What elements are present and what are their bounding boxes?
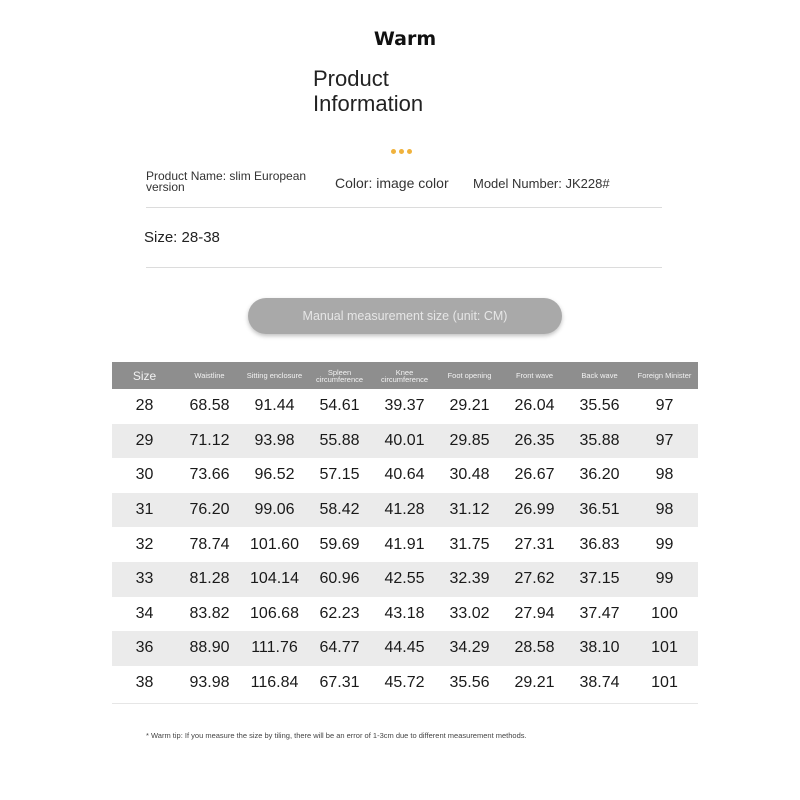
table-row bbox=[112, 527, 698, 562]
table-cell: 30 bbox=[135, 466, 154, 484]
table-row bbox=[112, 389, 698, 424]
product-name: Product Name: slim European version bbox=[146, 169, 307, 194]
divider bbox=[112, 703, 698, 704]
divider bbox=[146, 267, 662, 268]
table-cell: 26.35 bbox=[514, 431, 555, 449]
table-cell: 78.74 bbox=[189, 535, 230, 553]
table-cell: 37.15 bbox=[579, 570, 620, 588]
table-cell: 81.28 bbox=[189, 570, 230, 588]
warm-tip: * Warm tip: If you measure the size by tiling, there will be an error of 1-3cm due to different measurement methods. bbox=[146, 731, 527, 740]
table-cell: 40.01 bbox=[384, 431, 425, 449]
table-cell: 55.88 bbox=[319, 431, 360, 449]
table-cell: 29.85 bbox=[449, 431, 490, 449]
table-cell: 41.28 bbox=[384, 501, 425, 519]
table-cell: 97 bbox=[655, 397, 674, 415]
table-cell: 27.62 bbox=[514, 570, 555, 588]
table-row bbox=[112, 424, 698, 459]
table-cell: 35.56 bbox=[579, 397, 620, 415]
table-cell: 57.15 bbox=[319, 466, 360, 484]
table-cell: 97 bbox=[655, 431, 674, 449]
table-cell: 101 bbox=[651, 639, 678, 657]
model-number: Model Number: JK228# bbox=[473, 176, 610, 191]
table-cell: 91.44 bbox=[254, 397, 295, 415]
table-cell: 59.69 bbox=[319, 535, 360, 553]
decorative-dots bbox=[391, 141, 415, 147]
measurement-unit-button[interactable]: Manual measurement size (unit: CM) bbox=[248, 298, 562, 334]
table-row bbox=[112, 597, 698, 632]
table-cell: 28 bbox=[135, 397, 154, 415]
table-cell: 27.94 bbox=[514, 604, 555, 622]
table-cell: 38.10 bbox=[579, 639, 620, 657]
table-cell: 35.88 bbox=[579, 431, 620, 449]
table-cell: 36.83 bbox=[579, 535, 620, 553]
table-cell: 116.84 bbox=[250, 674, 299, 692]
table-cell: 26.67 bbox=[514, 466, 555, 484]
size-range: Size: 28-38 bbox=[144, 229, 220, 246]
table-cell: 39.37 bbox=[384, 397, 425, 415]
column-header: Knee circumference bbox=[380, 367, 429, 384]
table-cell: 31.12 bbox=[449, 501, 490, 519]
table-cell: 38.74 bbox=[579, 674, 620, 692]
table-cell: 64.77 bbox=[319, 639, 360, 657]
table-cell: 34.29 bbox=[449, 639, 490, 657]
table-cell: 101.60 bbox=[250, 535, 299, 553]
table-cell: 100 bbox=[651, 604, 678, 622]
table-row bbox=[112, 458, 698, 493]
table-cell: 26.99 bbox=[514, 501, 555, 519]
table-cell: 58.42 bbox=[319, 501, 360, 519]
table-header bbox=[112, 362, 698, 389]
table-cell: 71.12 bbox=[189, 431, 230, 449]
table-cell: 36 bbox=[135, 639, 154, 657]
table-row bbox=[112, 666, 698, 701]
table-row bbox=[112, 493, 698, 528]
table-cell: 40.64 bbox=[384, 466, 425, 484]
table-cell: 43.18 bbox=[384, 604, 425, 622]
dot-icon bbox=[391, 149, 396, 154]
brand-title: Warm bbox=[373, 28, 437, 50]
size-table bbox=[112, 362, 698, 704]
page-title: Product Information bbox=[313, 66, 424, 116]
table-cell: 83.82 bbox=[189, 604, 230, 622]
column-header: Waistline bbox=[194, 371, 225, 380]
dot-icon bbox=[407, 149, 412, 154]
column-header: Size bbox=[132, 368, 157, 383]
table-row bbox=[112, 631, 698, 666]
table-cell: 28.58 bbox=[514, 639, 555, 657]
product-color: Color: image color bbox=[335, 175, 449, 191]
table-cell: 26.04 bbox=[514, 397, 555, 415]
table-row bbox=[112, 562, 698, 597]
table-cell: 35.56 bbox=[449, 674, 490, 692]
column-header: Back wave bbox=[581, 371, 618, 380]
table-cell: 32.39 bbox=[449, 570, 490, 588]
divider bbox=[146, 207, 662, 208]
table-cell: 101 bbox=[651, 674, 678, 692]
table-cell: 99.06 bbox=[254, 501, 295, 519]
table-cell: 106.68 bbox=[250, 604, 299, 622]
table-cell: 98 bbox=[655, 501, 674, 519]
table-cell: 45.72 bbox=[384, 674, 425, 692]
column-header: Foot opening bbox=[447, 371, 492, 380]
table-cell: 33 bbox=[135, 570, 154, 588]
column-header: Sitting enclosure bbox=[246, 371, 303, 380]
table-cell: 42.55 bbox=[384, 570, 425, 588]
table-cell: 29.21 bbox=[449, 397, 490, 415]
table-cell: 54.61 bbox=[319, 397, 360, 415]
table-cell: 73.66 bbox=[189, 466, 230, 484]
table-cell: 60.96 bbox=[319, 570, 360, 588]
dot-icon bbox=[399, 149, 404, 154]
table-cell: 36.51 bbox=[579, 501, 620, 519]
column-header: Front wave bbox=[515, 371, 554, 380]
column-header: Spleen circumference bbox=[315, 367, 364, 384]
table-cell: 99 bbox=[655, 570, 674, 588]
table-cell: 34 bbox=[135, 604, 154, 622]
table-cell: 33.02 bbox=[449, 604, 490, 622]
table-cell: 62.23 bbox=[319, 604, 360, 622]
table-cell: 41.91 bbox=[384, 535, 425, 553]
table-cell: 88.90 bbox=[189, 639, 230, 657]
table-cell: 27.31 bbox=[514, 535, 555, 553]
table-cell: 38 bbox=[135, 674, 154, 692]
table-cell: 93.98 bbox=[254, 431, 295, 449]
table-cell: 44.45 bbox=[384, 639, 425, 657]
table-cell: 32 bbox=[135, 535, 154, 553]
table-cell: 93.98 bbox=[189, 674, 230, 692]
table-cell: 111.76 bbox=[251, 639, 298, 657]
table-cell: 104.14 bbox=[250, 570, 299, 588]
table-cell: 31 bbox=[135, 501, 154, 519]
table-cell: 29 bbox=[135, 431, 154, 449]
table-body bbox=[112, 389, 698, 700]
table-cell: 30.48 bbox=[449, 466, 490, 484]
table-cell: 29.21 bbox=[514, 674, 555, 692]
table-cell: 98 bbox=[655, 466, 674, 484]
table-cell: 37.47 bbox=[579, 604, 620, 622]
table-cell: 99 bbox=[655, 535, 674, 553]
column-header: Foreign Minister bbox=[637, 371, 692, 380]
table-cell: 67.31 bbox=[319, 674, 360, 692]
table-cell: 76.20 bbox=[189, 501, 230, 519]
table-cell: 96.52 bbox=[254, 466, 295, 484]
table-cell: 68.58 bbox=[189, 397, 230, 415]
table-cell: 31.75 bbox=[449, 535, 490, 553]
table-cell: 36.20 bbox=[579, 466, 620, 484]
